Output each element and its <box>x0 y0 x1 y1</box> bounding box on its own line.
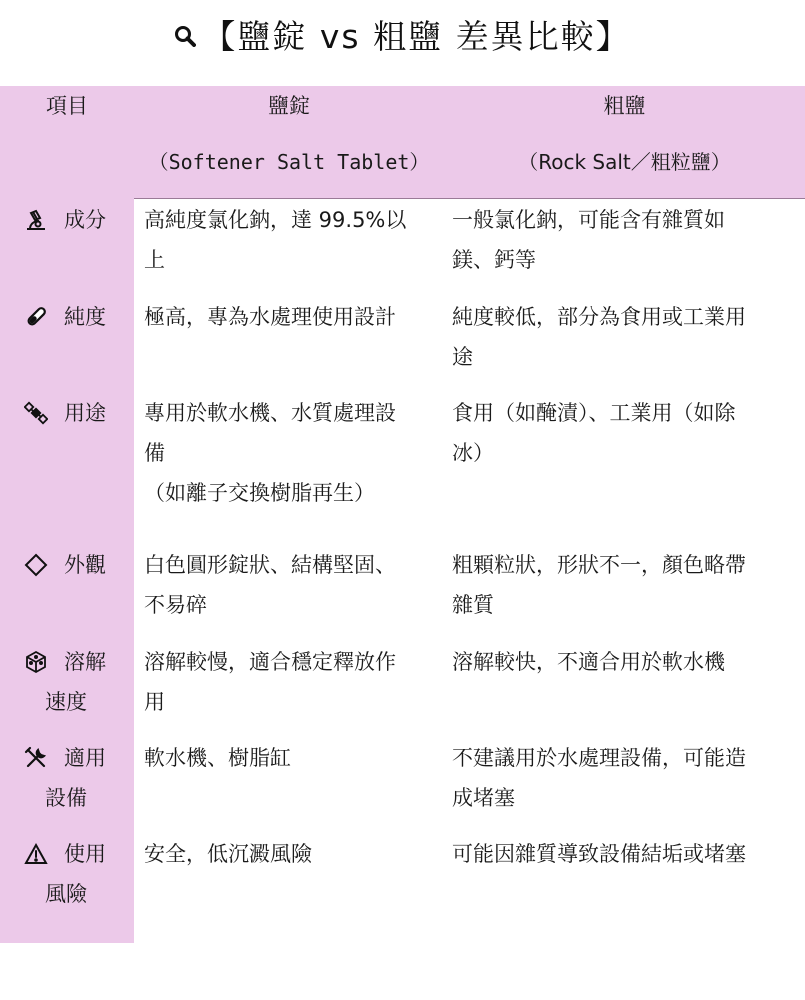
row-label-equipment: 適用 設備 <box>0 738 134 818</box>
row-label-purity: 純度 <box>0 297 134 337</box>
row-usage-tablet: 專用於軟水機、水質處理設 備 （如離子交換樹脂再生） <box>144 401 396 505</box>
header-salt-tablet-sub: （Softener Salt Tablet） <box>148 150 430 174</box>
row-composition-tablet: 高純度氯化鈉，達 99.5%以 上 <box>144 208 407 272</box>
row-dissolution-tablet: 溶解較慢，適合穩定釋放作 用 <box>144 650 396 714</box>
row-appearance-rock: 粗顆粒狀，形狀不一，顏色略帶 雜質 <box>452 553 746 617</box>
test-tube-icon <box>24 305 48 329</box>
dice-icon <box>24 650 48 674</box>
warning-icon <box>24 842 48 866</box>
row-composition-rock: 一般氯化鈉，可能含有雜質如 鎂、鈣等 <box>452 208 725 272</box>
row-appearance-tablet: 白色圓形錠狀、結構堅固、 不易碎 <box>144 553 396 617</box>
magnifier-icon <box>174 13 196 59</box>
row-risk-tablet: 安全，低沉澱風險 <box>144 842 312 866</box>
row-purity-tablet: 極高，專為水處理使用設計 <box>144 305 396 329</box>
header-salt-tablet: 鹽錠 <box>268 94 310 118</box>
row-purity-rock: 純度較低，部分為食用或工業用 途 <box>452 305 746 369</box>
page-title <box>0 14 805 62</box>
header-rock-salt: 粗鹽 <box>603 94 646 118</box>
row-label-appearance: 外觀 <box>0 545 134 585</box>
row-dissolution-rock: 溶解較快，不適合用於軟水機 <box>452 650 725 674</box>
row-equipment-rock: 不建議用於水處理設備，可能造 成堵塞 <box>452 746 746 810</box>
row-label-composition: 成分 <box>0 200 134 240</box>
header-rock-salt-sub: （Rock Salt／粗粒鹽） <box>518 150 731 174</box>
row-label-usage: 用途 <box>0 393 134 433</box>
row-label-dissolution: 溶解 速度 <box>0 642 134 722</box>
header-item: 項目 <box>46 94 88 118</box>
diamond-outline-icon <box>24 553 48 577</box>
row-equipment-tablet: 軟水機、樹脂缸 <box>144 746 291 770</box>
row-label-risk: 使用 風險 <box>0 834 134 914</box>
microscope-icon <box>24 208 48 232</box>
tools-icon <box>24 746 48 770</box>
row-risk-rock: 可能因雜質導致設備結垢或堵塞 <box>452 842 746 866</box>
row-usage-rock: 食用（如醃漬）、工業用（如除 冰） <box>452 401 736 465</box>
table-header <box>0 86 805 199</box>
title-text: 【鹽錠 vs 粗鹽 差異比較】 <box>202 17 631 56</box>
satellite-icon <box>24 401 48 425</box>
